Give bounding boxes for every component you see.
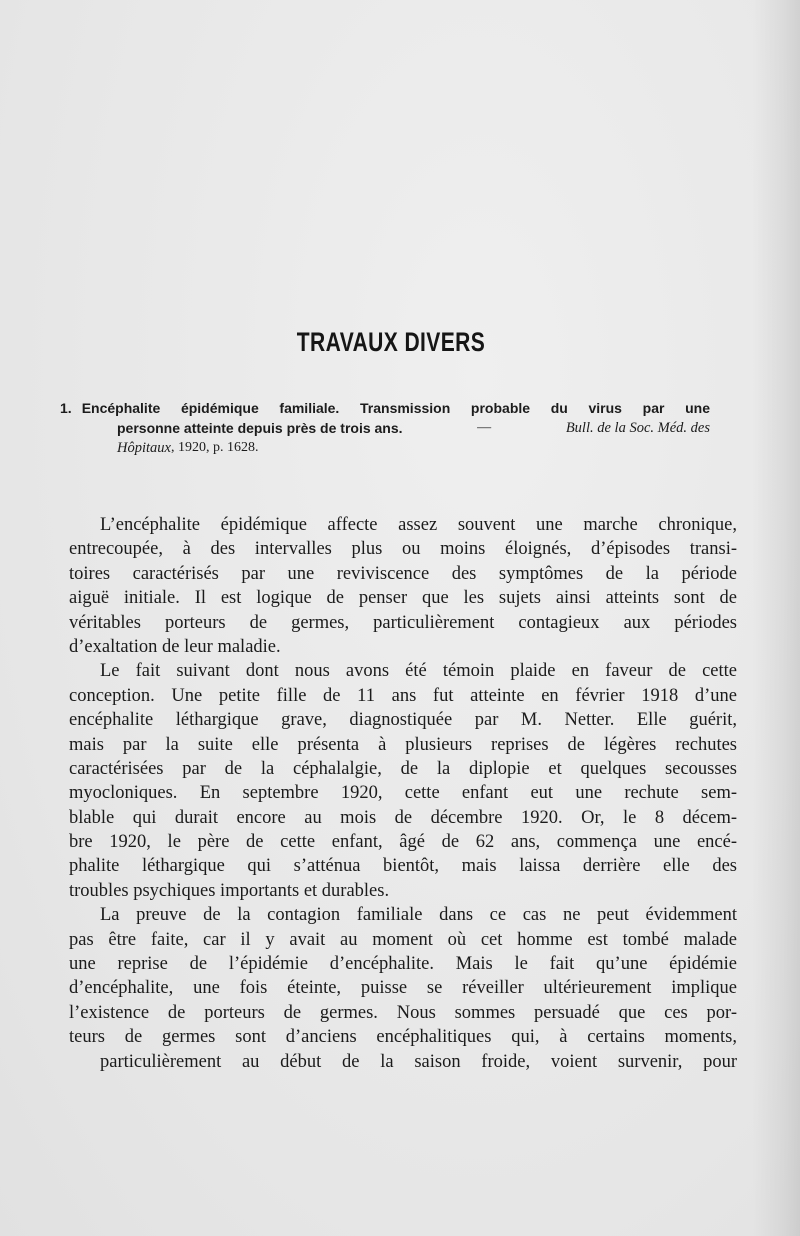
text-line: entrecoupée, à des intervalles plus ou moins éloignés, d’épisodes transi- bbox=[69, 539, 737, 560]
text-line: pas être faite, car il y avait au moment où cet homme est tombé malade bbox=[69, 929, 737, 950]
text-line: bre 1920, le père de cette enfant, âgé de 62 ans, commença une encé- bbox=[69, 832, 737, 853]
paragraph bbox=[69, 513, 737, 659]
text-line: toires caractérisés par une reviviscence des symptômes de la période bbox=[69, 563, 737, 584]
text-line: encéphalite léthargique grave, diagnostiquée par M. Netter. Elle guérit, bbox=[69, 710, 737, 731]
text-line: aiguë initiale. Il est logique de penser que les sujets ainsi atteints sont de bbox=[69, 588, 737, 609]
text-line: myocloniques. En septembre 1920, cette enfant eut une rechute sem- bbox=[69, 783, 737, 804]
text-line: véritables porteurs de germes, particulièrement contagieux aux périodes bbox=[69, 612, 737, 633]
bibliography-entry bbox=[60, 398, 710, 458]
paragraph bbox=[69, 659, 737, 903]
entry-number: 1. bbox=[60, 400, 72, 416]
entry-citation-journal: Bull. de la Soc. Méd. des bbox=[565, 420, 710, 436]
text-line: blable qui durait encore au mois de décembre 1920. Or, le 8 décem- bbox=[69, 807, 737, 828]
text-line: conception. Une petite fille de 11 ans fut atteinte en février 1918 d’une bbox=[69, 685, 737, 706]
text-line: Le fait suivant dont nous avons été témoin plaide en faveur de cette bbox=[100, 661, 737, 682]
paragraph bbox=[69, 903, 737, 1074]
text-line: d’encéphalite, une fois éteinte, puisse se réveiller ultérieurement implique bbox=[69, 978, 737, 999]
text-line: teurs de germes sont d’anciens encéphalitiques qui, à certains moments, bbox=[69, 1027, 737, 1048]
entry-title-text-2: personne atteinte depuis près de trois ans. bbox=[117, 420, 403, 436]
text-line: La preuve de la contagion familiale dans ce cas ne peut évidemment bbox=[100, 905, 737, 926]
entry-title-line-1 bbox=[60, 398, 710, 418]
text-line: troubles psychiques importants et durables. bbox=[69, 880, 390, 901]
entry-title-line-2 bbox=[60, 418, 710, 438]
text-line: l’existence de porteurs de germes. Nous sommes persuadé que ces por- bbox=[69, 1002, 737, 1023]
entry-citation-line bbox=[60, 438, 710, 458]
section-title: TRAVAUX DIVERS bbox=[296, 327, 486, 357]
text-line: caractérisées par de la céphalalgie, de la diplopie et quelques secousses bbox=[69, 758, 737, 779]
entry-dash: — bbox=[477, 420, 492, 435]
text-line: particulièrement au début de la saison froide, voient survenir, pour bbox=[100, 1051, 737, 1072]
text-line: une reprise de l’épidémie d’encéphalite. Mais le fait qu’une épidémie bbox=[69, 954, 737, 975]
entry-title-line-1-content bbox=[60, 398, 710, 418]
text-line: L’encéphalite épidémique affecte assez souvent une marche chronique, bbox=[100, 515, 737, 535]
entry-citation-details: , 1920, p. 1628. bbox=[170, 440, 259, 455]
entry-title-text-1: Encéphalite épidémique familiale. Transmission probable du virus par une bbox=[81, 400, 710, 416]
body-text bbox=[69, 513, 737, 1074]
text-line: d’exaltation de leur maladie. bbox=[69, 636, 281, 657]
entry-citation-journal-cont: Hôpitaux bbox=[117, 440, 171, 456]
text-line: mais par la suite elle présenta à plusieurs reprises de légères rechutes bbox=[69, 734, 737, 755]
text-line: phalite léthargique qui s’atténua bientôt, mais laissa derrière elle des bbox=[69, 856, 737, 877]
